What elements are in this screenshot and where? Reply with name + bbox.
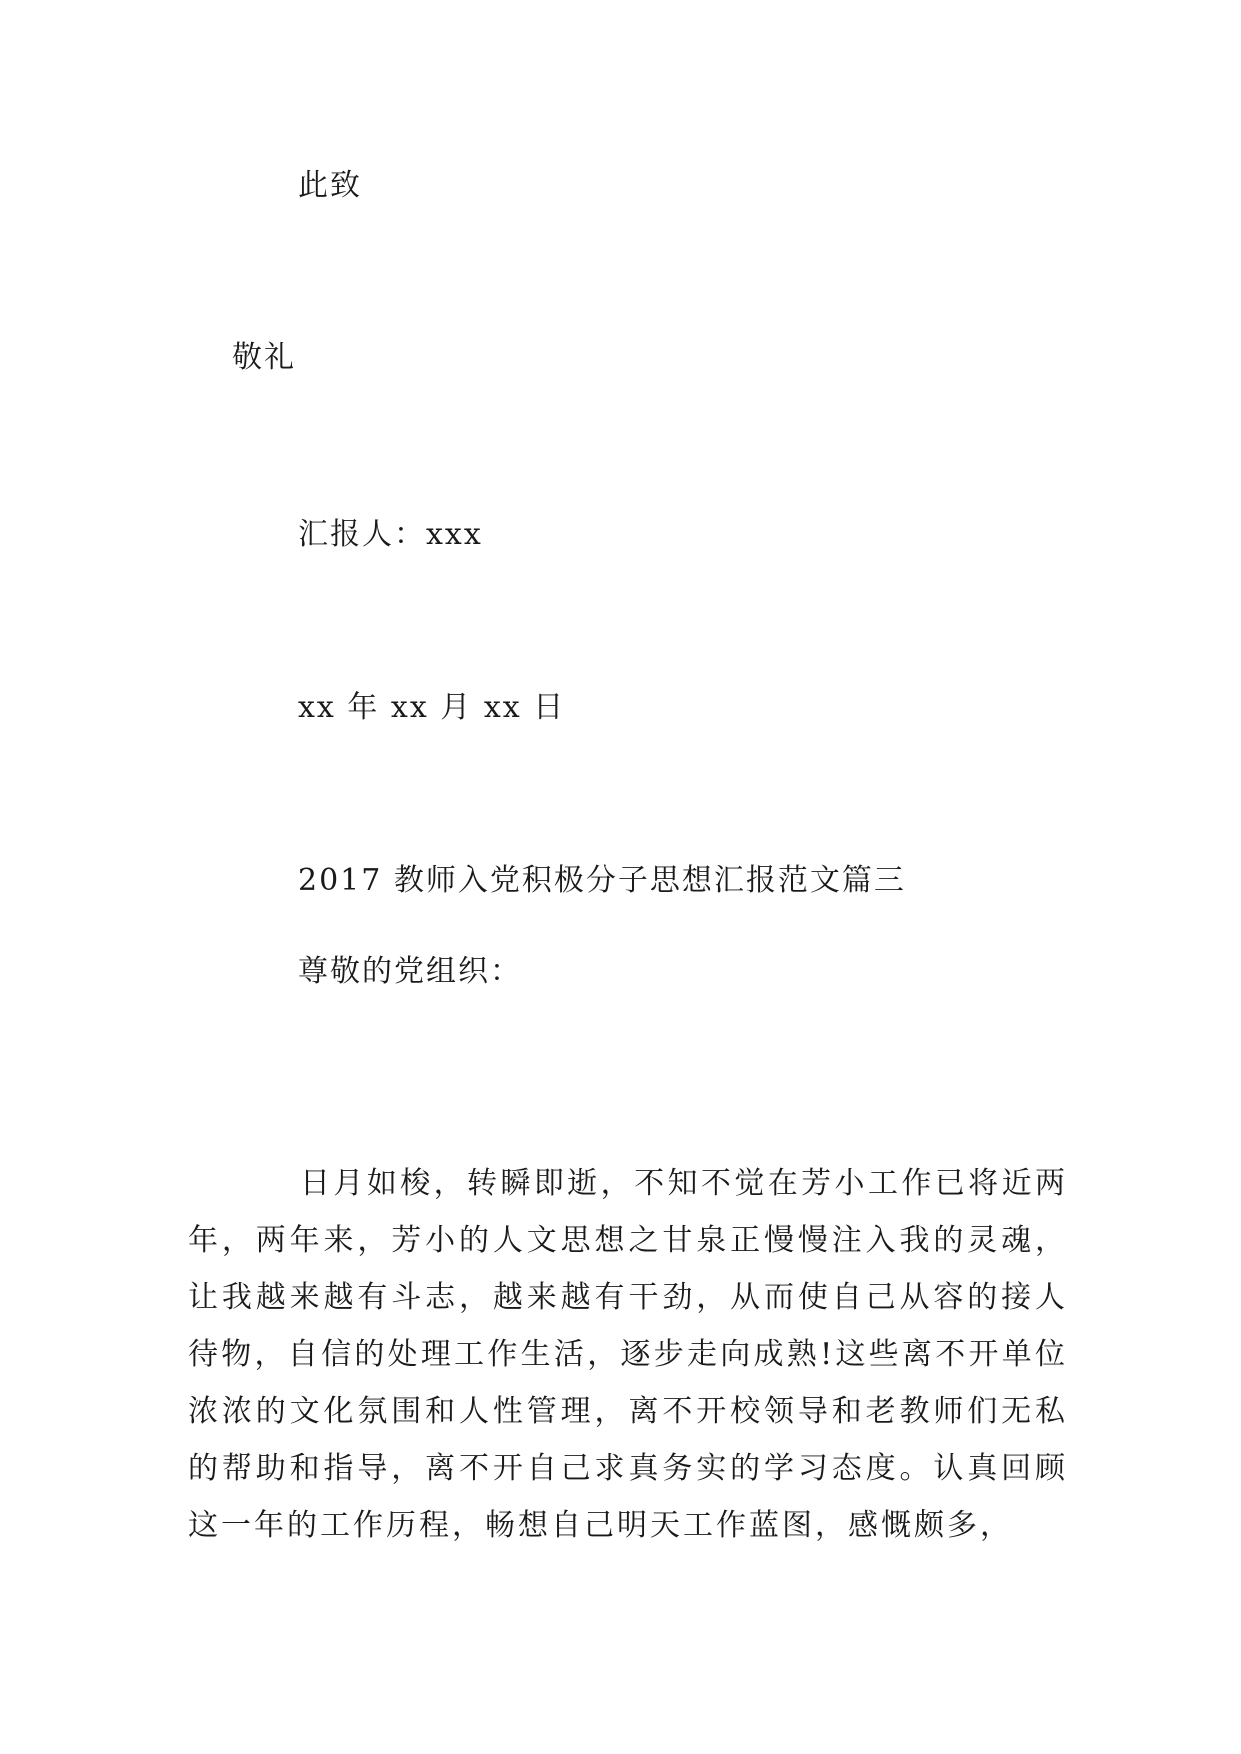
closing-phrase-1: 此致 [298, 168, 362, 203]
salutation: 尊敬的党组织： [298, 954, 522, 989]
reporter-signature: 汇报人：xxx [298, 517, 483, 552]
section-title: 2017 教师入党积极分子思想汇报范文篇三 [298, 863, 906, 898]
body-paragraph: 日月如梭，转瞬即逝，不知不觉在芳小工作已将近两年，两年来，芳小的人文思想之甘泉正慢慢注入我的灵魂，让我越来越有斗志，越来越有干劲，从而使自己从容的接人待物，自信的处理工作生活，逐步走向成熟!这些离不开单位浓浓的文化氛围和人性管理，离不开校领导和老教师们无私的帮助和指导，离不开自己求真务实的学习态度。认真回顾这一年的工作历程，畅想自己明天工作蓝图，感慨颇多， [188, 1166, 1068, 1543]
closing-phrase-2: 敬礼 [232, 340, 296, 375]
report-date: xx 年 xx 月 xx 日 [298, 690, 566, 725]
